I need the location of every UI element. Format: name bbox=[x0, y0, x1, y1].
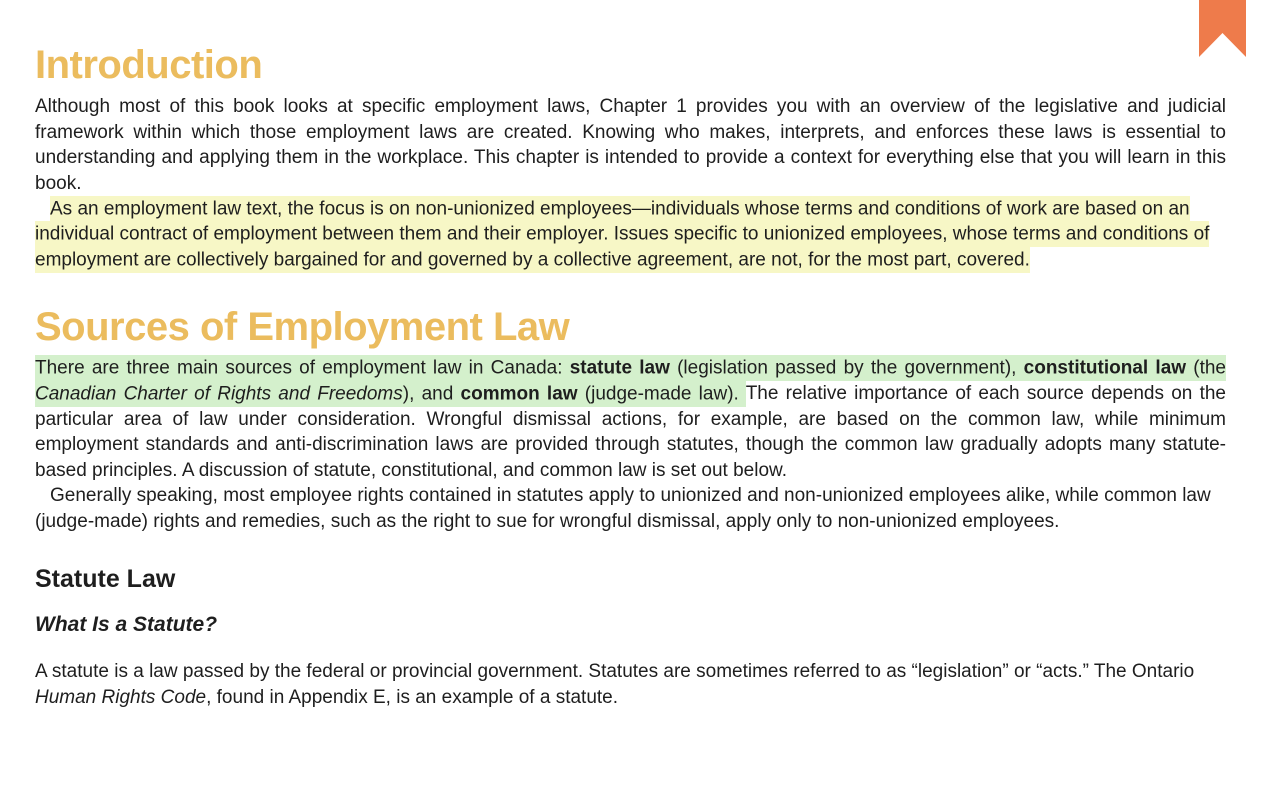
paragraph-sources-2: Generally speaking, most employee rights contained in statutes apply to unionized and non-unionized employees alike, while common law (judge-made) rights and remedies, such as the right to sue for wrongful dismissal, apply only to non-unionized employees. bbox=[35, 485, 1211, 532]
paragraph-sources-1-highlighted-green: There are three main sources of employment law in Canada: statute law (legislation passed by the government), constitutional law (the Canadian Charter of Rights and Freedoms), and common law (judge-made law). The relative importance of each source depends on the particular area of law under consideration. Wrongful dismissal actions, for example, are based on the common law, while minimum employment standards and anti-discrimination laws are provided through statutes, though the common law gradually adopts many statute-based principles. A discussion of statute, constitutional, and common law is set out below. bbox=[35, 356, 1226, 484]
heading-what-is-a-statute: What Is a Statute? bbox=[35, 613, 218, 636]
paragraph-intro-2-highlighted-yellow: As an employment law text, the focus is on non-unionized employees—individuals whose terms and conditions of work are based on an individual contract of employment between them and their employer. Issues specific to unionized employees, whose terms and conditions of employment are collectively bargained for and governed by a collective agreement, are not, for the most part, covered. bbox=[35, 196, 1226, 273]
heading-sources-of-employment-law: Sources of Employment Law bbox=[35, 304, 570, 349]
paragraph-statute-1: A statute is a law passed by the federal or provincial government. Statutes are sometimes referred to as “legislation” or “acts.” The Ontario Human Rights Code, found in Appendix E, is an example of a statute. bbox=[35, 661, 1195, 708]
paragraph-intro-1: Although most of this book looks at specific employment laws, Chapter 1 provides you with an overview of the legislative and judicial framework within which those employment laws are created. Knowing who makes, interprets, and enforces these laws is essential to understanding and applying them in the workplace. This chapter is intended to provide a context for everything else that you will learn in this book. bbox=[35, 96, 1226, 194]
heading-introduction: Introduction bbox=[35, 43, 263, 87]
heading-statute-law: Statute Law bbox=[35, 565, 176, 593]
